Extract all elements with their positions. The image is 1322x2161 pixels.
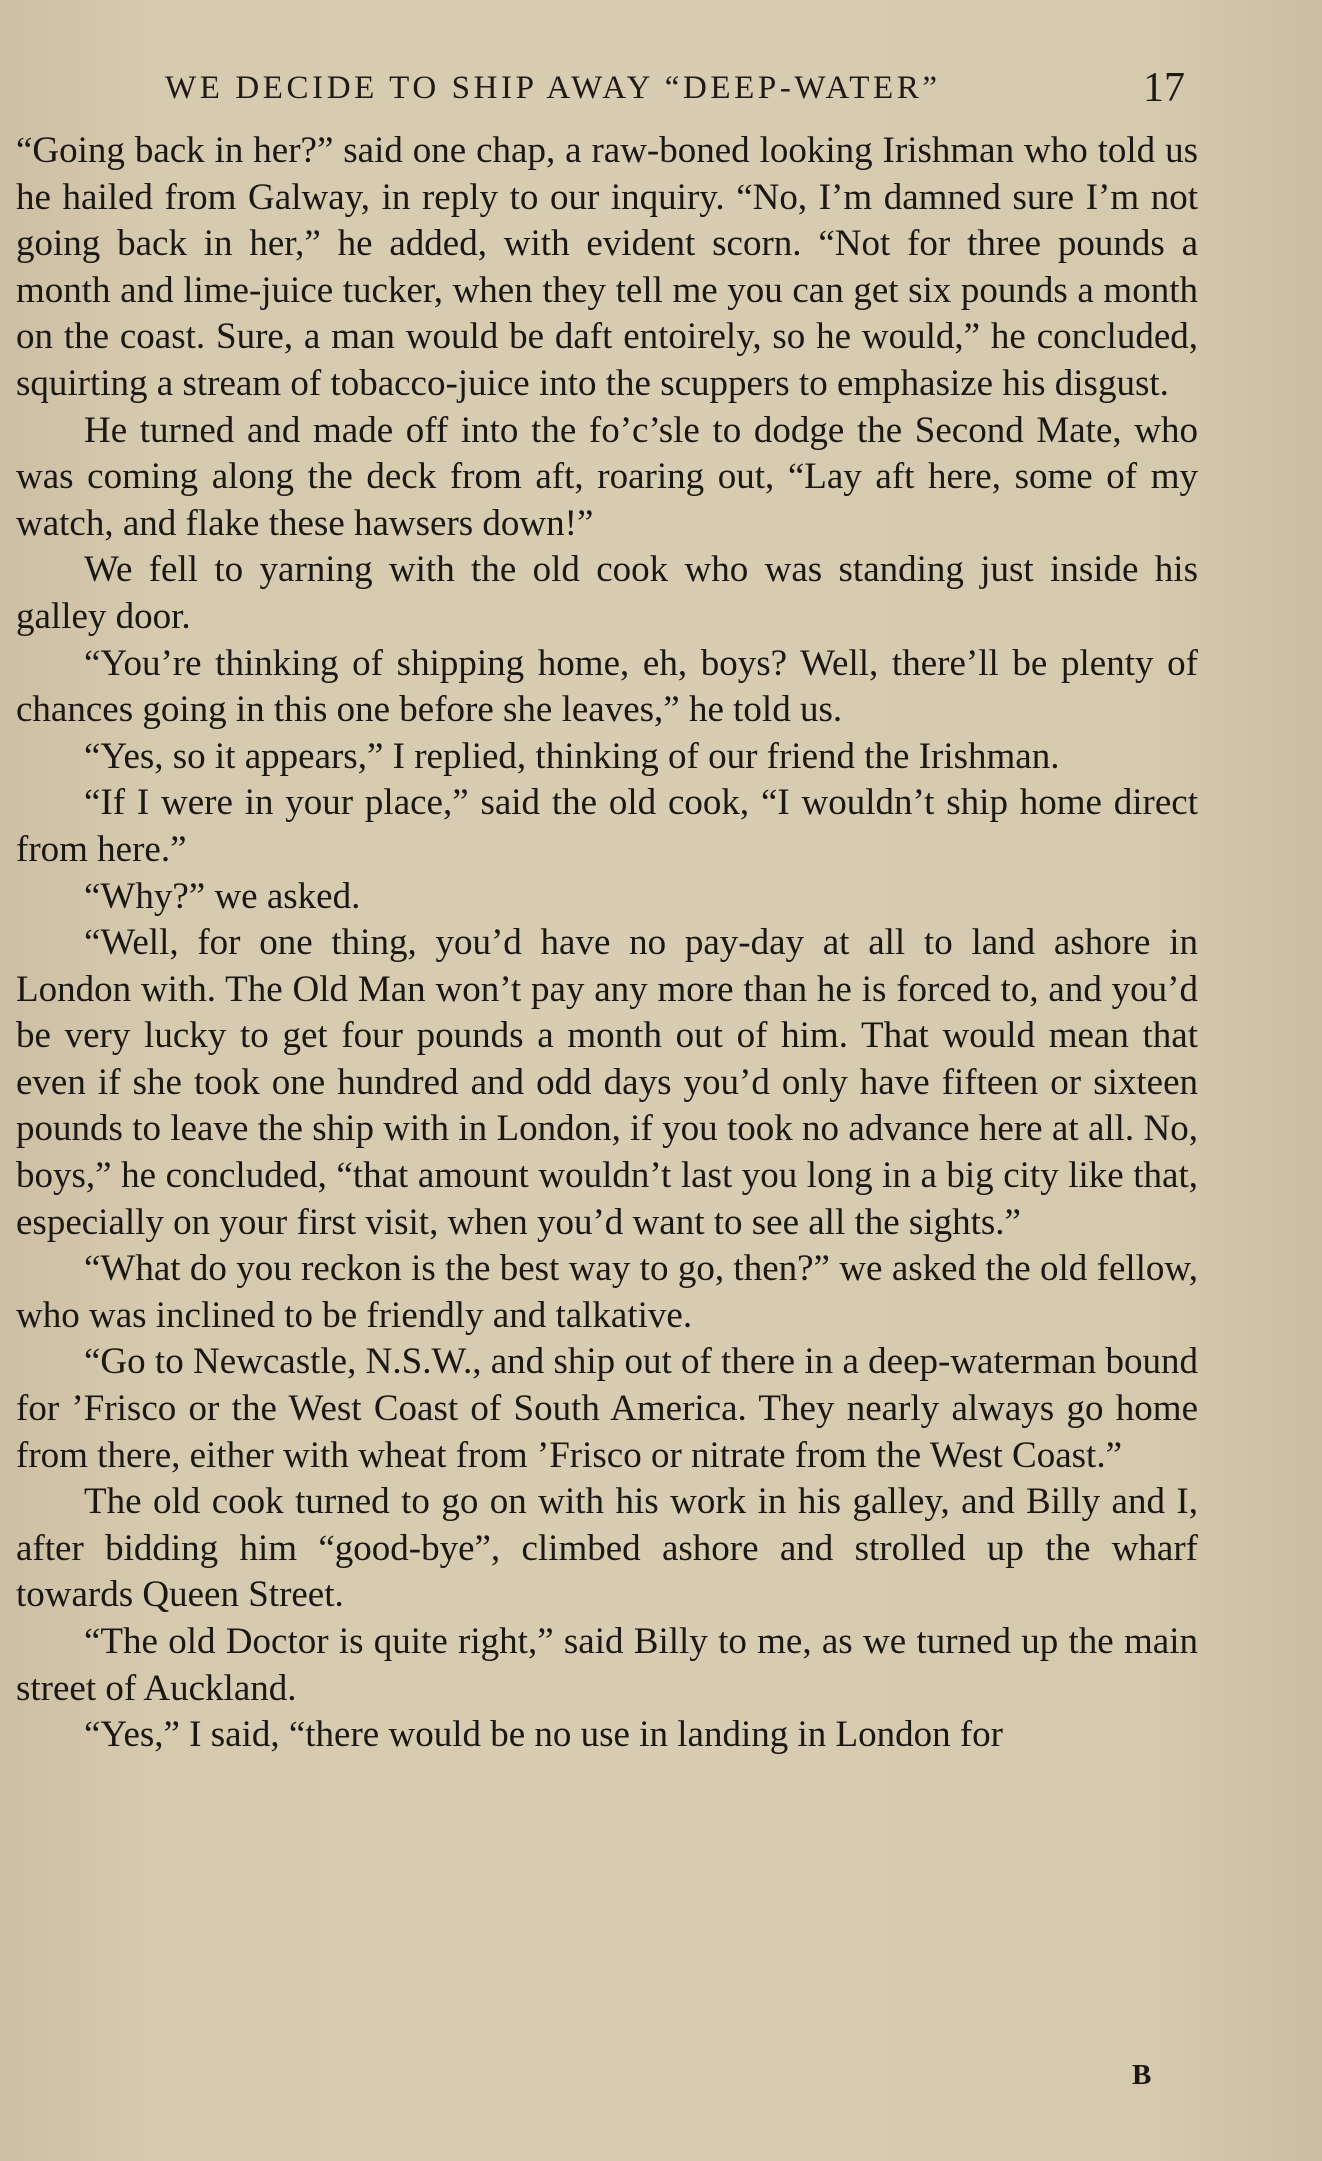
paragraph: “Going back in her?” said one chap, a raw-boned looking Irishman who told us he hailed from Galway, in reply to our inquiry. “No, I’m damned sure I’m not going back in her,” he added, with evident scorn. “Not for three pounds a month and lime-juice tucker, when they tell me you can get six pounds a month on the coast. Sure, a man would be daft entoirely, so he would,” he concluded, squirting a stream of tobacco-juice into the scuppers to emphasize his disgust.	[16, 130, 1198, 404]
running-title: WE DECIDE TO SHIP AWAY “DEEP-WATER”	[165, 70, 941, 106]
paragraph: “Well, for one thing, you’d have no pay-day at all to land ashore in London with. The Old Man won’t pay any more than he is forced to, and you’d be very lucky to get four pounds a month out of him. That would mean that even if she took one hundred and odd days you’d only have fifteen or sixteen pounds to leave the ship with in London, if you took no advance here at all. No, boys,” he concluded, “that amount wouldn’t last you long in a big city like that, especially on your first visit, when you’d want to see all the sights.”	[16, 922, 1198, 1243]
paragraph: He turned and made off into the fo’c’sle to dodge the Second Mate, who was coming along the deck from aft, roaring out, “Lay aft here, some of my watch, and flake these hawsers down!”	[16, 409, 1198, 544]
signature-mark: B	[1132, 2059, 1152, 2091]
paragraph: “The old Doctor is quite right,” said Billy to me, as we turned up the main street of Auckland.	[16, 1621, 1198, 1709]
paragraph: “Yes, so it appears,” I replied, thinking of our friend the Irishman.	[84, 735, 1060, 777]
paragraph: “Yes,” I said, “there would be no use in landing in London for	[84, 1714, 1004, 1756]
paragraph: “If I were in your place,” said the old cook, “I wouldn’t ship home direct from here.”	[16, 782, 1198, 870]
body-text	[16, 128, 1198, 1759]
paragraph: The old cook turned to go on with his work in his galley, and Billy and I, after bidding him “good-bye”, climbed ashore and strolled up the wharf towards Queen Street.	[16, 1481, 1198, 1616]
paragraph: “You’re thinking of shipping home, eh, boys? Well, there’ll be plenty of chances going in this one before she leaves,” he told us.	[16, 642, 1198, 731]
page-number: 17	[1143, 65, 1185, 111]
paragraph: We fell to yarning with the old cook who was standing just inside his galley door.	[16, 549, 1198, 637]
paragraph: “Why?” we asked.	[84, 875, 361, 917]
paragraph: “What do you reckon is the best way to go, then?” we asked the old fellow, who was inclined to be friendly and talkative.	[16, 1248, 1198, 1336]
running-head	[165, 64, 1185, 120]
paragraph: “Go to Newcastle, N.S.W., and ship out of there in a deep-waterman bound for ’Frisco or the West Coast of South America. They nearly always go home from there, either with wheat from ’Frisco or nitrate from the West Coast.”	[16, 1341, 1198, 1476]
